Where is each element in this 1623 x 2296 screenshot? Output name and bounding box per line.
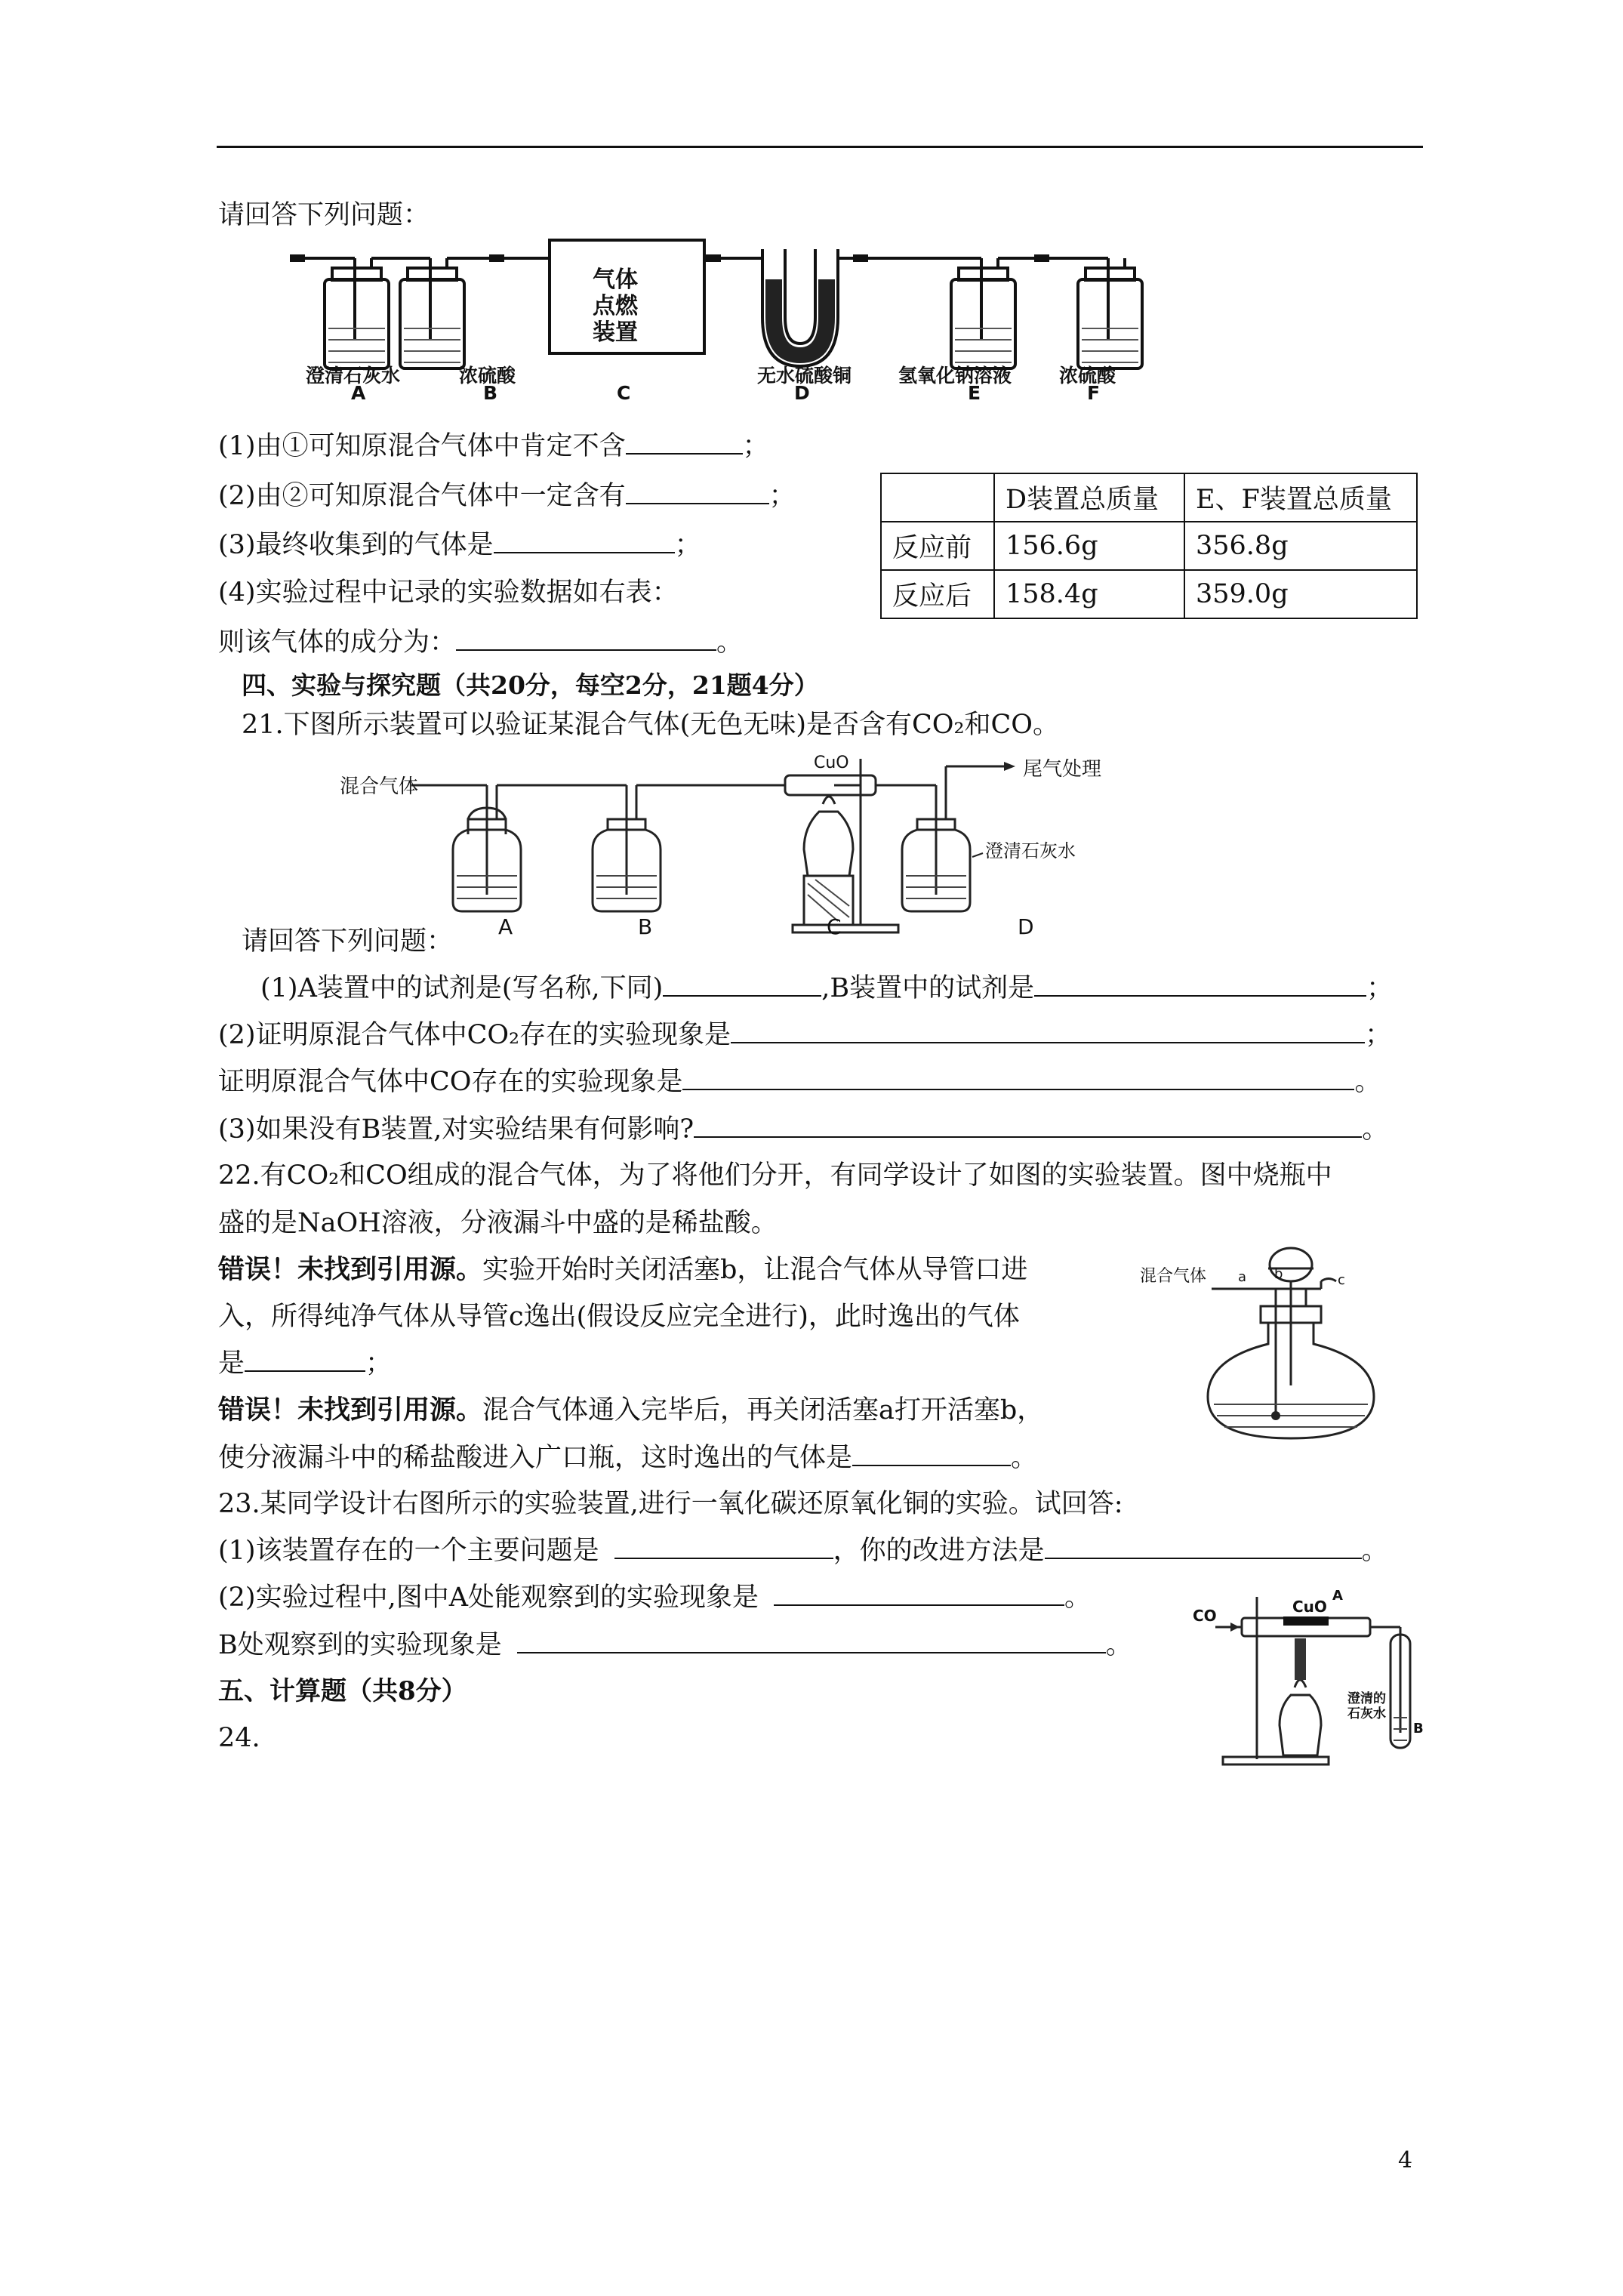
table-cell: 156.6g [994,522,1184,570]
table-cell: 359.0g [1184,570,1417,618]
fig4-lime-label-2: 石灰水 [1347,1706,1386,1721]
fig2-cuo-label: CuO [814,754,849,772]
fig1-letter-b: B [483,382,498,404]
table-cell [881,473,994,522]
q21-line-2: (2)证明原混合气体中CO₂存在的实验现象是 ； [218,1020,1392,1050]
fig1-letter-c: C [617,382,631,404]
fig3-valve-b-label: b [1274,1266,1283,1282]
fig1-label-e: 氢氧化钠溶液 [898,365,1012,387]
fig4-cuo-label: CuO [1292,1598,1327,1616]
q24-number: 24. [218,1723,260,1753]
q22-line-7: 使分液漏斗中的稀盐酸进入广口瓶，这时逸出的气体是 。 [218,1443,1038,1473]
fig1-letter-d: D [794,382,810,404]
table-row [881,570,1417,618]
fig4-co-label: CO [1193,1607,1217,1625]
answer-blank[interactable] [456,627,716,651]
q22-line-1: 22.有CO₂和CO组成的混合气体，为了将他们分开，有同学设计了如图的实验装置。图中烧瓶中 [218,1160,1332,1191]
fig1-box-line-1: 气体 [593,267,638,293]
fig3-outlet-c-label: c [1338,1272,1345,1288]
answer-blank[interactable] [517,1629,1106,1653]
q22-line-3: 错误！未找到引用源。实验开始时关闭活塞b，让混合气体从导管口进 [218,1254,1028,1285]
fig3-inlet-label: 混合气体 [1140,1267,1207,1286]
answer-blank[interactable] [614,1535,833,1559]
fig1-label-f: 浓硫酸 [1059,365,1116,387]
page-number: 4 [1398,2147,1413,2174]
q21-line-1: (1)A装置中的试剂是(写名称,下同) ,B装置中的试剂是 ； [260,973,1394,1003]
fig2-letter-d: D [1018,914,1034,939]
table-cell: 反应前 [881,522,994,570]
intro-question: 请回答下列问题： [218,200,430,230]
fig4-a-label: A [1332,1588,1343,1604]
table-row [881,522,1417,570]
fig1-label-b: 浓硫酸 [459,365,516,387]
q21-stem: 21.下图所示装置可以验证某混合气体(无色无味)是否含有CO₂和CO。 [242,710,1059,740]
fig1-box-line-3: 装置 [593,319,638,346]
table-cell: 158.4g [994,570,1184,618]
fig2-letter-b: B [638,914,653,939]
table-cell: 356.8g [1184,522,1417,570]
answer-blank[interactable] [774,1582,1064,1606]
table-header-row [881,473,1417,522]
mass-data-table [880,473,1418,619]
answer-blank[interactable] [663,972,821,997]
header-rule [217,146,1423,148]
answer-blank[interactable] [1034,972,1366,997]
q21-line-3: 证明原混合气体中CO存在的实验现象是 。 [218,1067,1381,1097]
q20-line-3: (3)最终收集到的气体是 ； [218,530,701,560]
co2-co-test-apparatus-figure [340,744,1208,940]
q23-line-3: B处观察到的实验现象是 。 [218,1630,1132,1660]
fig2-letter-c: C [827,914,842,939]
co-reduction-apparatus-figure [1178,1582,1434,1771]
fig2-inlet-label: 混合气体 [340,775,419,798]
answer-blank[interactable] [852,1442,1011,1466]
q22-line-5: 是 ； [218,1348,393,1379]
separation-flask-figure [1140,1234,1397,1446]
gas-analysis-apparatus-figure [287,234,1155,408]
q23-line-1: (1)该装置存在的一个主要问题是 ，你的改进方法是 。 [218,1536,1388,1566]
fig1-label-d: 无水硫酸铜 [757,365,852,387]
fig3-valve-a-label: a [1238,1269,1247,1285]
table-cell: 反应后 [881,570,994,618]
fig2-letter-a: A [498,914,513,939]
fig1-letter-e: E [968,382,981,404]
answer-blank[interactable] [682,1066,1354,1090]
section-4-heading: 四、实验与探究题（共20分，每空2分，21题4分） [242,670,819,700]
q20-line-5: 则该气体的成分为： 。 [218,627,744,658]
fig4-b-label: B [1413,1721,1424,1737]
q23-line-2: (2)实验过程中,图中A处能观察到的实验现象是 。 [218,1583,1091,1613]
answer-blank[interactable] [694,1114,1362,1138]
q20-line-4: (4)实验过程中记录的实验数据如右表： [218,578,679,608]
q23-stem: 23.某同学设计右图所示的实验装置,进行一氧化碳还原氧化铜的实验。试回答: [218,1489,1123,1519]
answer-blank[interactable] [494,529,675,553]
fig2-lime-label: 澄清石灰水 [985,840,1076,861]
answer-blank[interactable] [1045,1535,1362,1559]
q21-ask: 请回答下列问题： [242,926,454,957]
fig1-label-a: 澄清石灰水 [306,365,401,387]
fig1-box-line-2: 点燃 [593,293,638,319]
answer-blank[interactable] [626,430,743,455]
q21-line-4: (3)如果没有B装置,对实验结果有何影响? 。 [218,1114,1389,1145]
answer-blank[interactable] [731,1019,1365,1043]
q22-line-4: 入，所得纯净气体从导管c逸出(假设反应完全进行)，此时逸出的气体 [218,1302,1020,1332]
q22-line-6: 错误！未找到引用源。混合气体通入完毕后，再关闭活塞a打开活塞b， [218,1395,1044,1425]
q20-line-1: (1)由①可知原混合气体中肯定不含 ； [218,431,769,461]
table-cell: E、F装置总质量 [1184,473,1417,522]
table-cell: D装置总质量 [994,473,1184,522]
fig4-lime-label-1: 澄清的 [1347,1691,1386,1706]
answer-blank[interactable] [245,1348,365,1372]
q20-line-2: (2)由②可知原混合气体中一定含有 ； [218,481,796,511]
fig1-letter-a: A [351,382,366,404]
section-5-heading: 五、计算题（共8分） [218,1676,467,1706]
fig1-letter-f: F [1087,382,1101,404]
fig2-outlet-label: 尾气处理 [1023,758,1102,781]
answer-blank[interactable] [626,480,769,504]
q22-line-2: 盛的是NaOH溶液，分液漏斗中盛的是稀盐酸。 [218,1208,778,1238]
